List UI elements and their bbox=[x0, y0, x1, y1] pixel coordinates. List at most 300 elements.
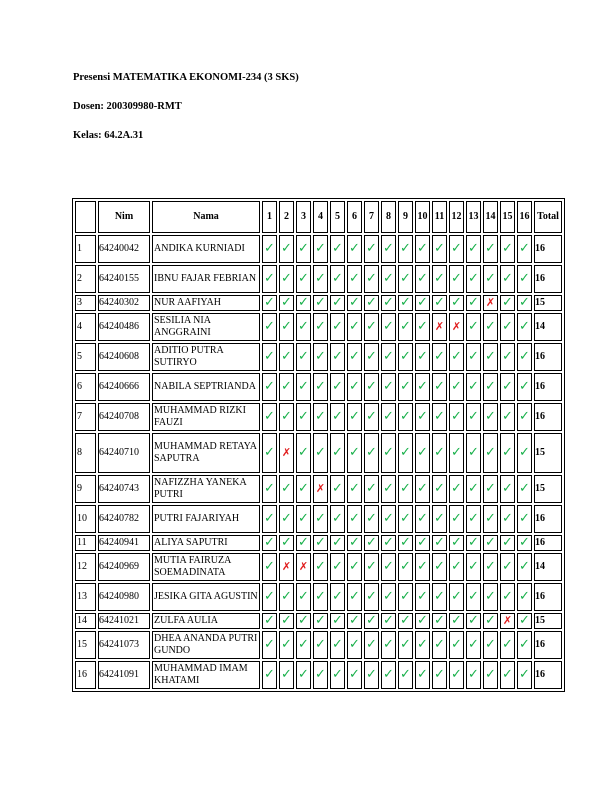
attendance-cell bbox=[313, 343, 328, 371]
cross-icon: ✗ bbox=[502, 613, 513, 627]
attendance-cell bbox=[262, 433, 277, 473]
attendance-cell bbox=[483, 613, 498, 629]
check-icon: ✓ bbox=[485, 240, 496, 256]
attendance-cell bbox=[296, 583, 311, 611]
header-meeting-9: 9 bbox=[398, 201, 413, 233]
attendance-cell bbox=[381, 403, 396, 431]
attendance-cell bbox=[500, 373, 515, 401]
check-icon: ✓ bbox=[519, 378, 530, 394]
check-icon: ✓ bbox=[451, 480, 462, 496]
attendance-cell bbox=[432, 433, 447, 473]
row-number: 2 bbox=[75, 265, 96, 293]
check-icon: ✓ bbox=[468, 295, 479, 310]
check-icon: ✓ bbox=[298, 666, 309, 682]
student-nim: 64240941 bbox=[98, 535, 150, 551]
check-icon: ✓ bbox=[349, 444, 360, 460]
student-nim: 64240302 bbox=[98, 295, 150, 311]
check-icon: ✓ bbox=[315, 588, 326, 604]
check-icon: ✓ bbox=[281, 348, 292, 364]
attendance-cell bbox=[415, 505, 430, 533]
check-icon: ✓ bbox=[349, 295, 360, 310]
attendance-cell bbox=[483, 433, 498, 473]
check-icon: ✓ bbox=[400, 666, 411, 682]
check-icon: ✓ bbox=[451, 240, 462, 256]
attendance-cell bbox=[381, 613, 396, 629]
attendance-cell bbox=[347, 553, 362, 581]
attendance-cell bbox=[313, 235, 328, 263]
check-icon: ✓ bbox=[400, 558, 411, 574]
attendance-cell bbox=[415, 235, 430, 263]
attendance-cell bbox=[449, 631, 464, 659]
table-row bbox=[75, 313, 562, 341]
header-meeting-15: 15 bbox=[500, 201, 515, 233]
check-icon: ✓ bbox=[349, 318, 360, 334]
check-icon: ✓ bbox=[451, 613, 462, 628]
check-icon: ✓ bbox=[451, 444, 462, 460]
check-icon: ✓ bbox=[315, 613, 326, 628]
attendance-cell bbox=[449, 553, 464, 581]
row-number: 7 bbox=[75, 403, 96, 431]
attendance-cell bbox=[500, 583, 515, 611]
student-name: MUHAMMAD IMAM KHATAMI bbox=[152, 661, 260, 689]
attendance-cell bbox=[449, 343, 464, 371]
check-icon: ✓ bbox=[332, 535, 343, 550]
attendance-cell bbox=[500, 265, 515, 293]
student-name: DHEA ANANDA PUTRI GUNDO bbox=[152, 631, 260, 659]
attendance-cell bbox=[449, 373, 464, 401]
attendance-cell bbox=[296, 295, 311, 311]
student-name: NAFIZZHA YANEKA PUTRI bbox=[152, 475, 260, 503]
check-icon: ✓ bbox=[366, 295, 377, 310]
attendance-cell bbox=[381, 661, 396, 689]
check-icon: ✓ bbox=[332, 613, 343, 628]
attendance-cell bbox=[279, 295, 294, 311]
check-icon: ✓ bbox=[434, 480, 445, 496]
attendance-cell bbox=[296, 265, 311, 293]
student-name: ZULFA AULIA bbox=[152, 613, 260, 629]
attendance-total: 16 bbox=[534, 265, 562, 293]
check-icon: ✓ bbox=[485, 318, 496, 334]
check-icon: ✓ bbox=[332, 636, 343, 652]
attendance-total: 16 bbox=[534, 661, 562, 689]
attendance-cell bbox=[347, 295, 362, 311]
check-icon: ✓ bbox=[264, 318, 275, 334]
check-icon: ✓ bbox=[519, 558, 530, 574]
attendance-cell bbox=[432, 613, 447, 629]
attendance-cell bbox=[398, 265, 413, 293]
check-icon: ✓ bbox=[451, 636, 462, 652]
attendance-cell bbox=[330, 613, 345, 629]
check-icon: ✓ bbox=[264, 636, 275, 652]
check-icon: ✓ bbox=[519, 348, 530, 364]
attendance-cell bbox=[483, 343, 498, 371]
header-meeting-7: 7 bbox=[364, 201, 379, 233]
attendance-cell bbox=[313, 613, 328, 629]
attendance-cell bbox=[347, 343, 362, 371]
student-name: NUR AAFIYAH bbox=[152, 295, 260, 311]
check-icon: ✓ bbox=[366, 613, 377, 628]
attendance-cell bbox=[330, 553, 345, 581]
check-icon: ✓ bbox=[434, 510, 445, 526]
attendance-cell bbox=[330, 235, 345, 263]
attendance-cell bbox=[313, 295, 328, 311]
attendance-cell bbox=[483, 295, 498, 311]
check-icon: ✓ bbox=[485, 613, 496, 628]
check-icon: ✓ bbox=[332, 318, 343, 334]
attendance-cell bbox=[330, 433, 345, 473]
attendance-cell bbox=[415, 631, 430, 659]
cross-icon: ✗ bbox=[451, 319, 462, 333]
attendance-total: 15 bbox=[534, 295, 562, 311]
check-icon: ✓ bbox=[332, 408, 343, 424]
check-icon: ✓ bbox=[315, 636, 326, 652]
check-icon: ✓ bbox=[417, 510, 428, 526]
check-icon: ✓ bbox=[519, 480, 530, 496]
check-icon: ✓ bbox=[383, 666, 394, 682]
student-name: ADITIO PUTRA SUTIRYO bbox=[152, 343, 260, 371]
attendance-cell bbox=[398, 631, 413, 659]
attendance-cell bbox=[432, 403, 447, 431]
attendance-cell bbox=[466, 535, 481, 551]
attendance-cell bbox=[517, 535, 532, 551]
check-icon: ✓ bbox=[315, 535, 326, 550]
student-name: IBNU FAJAR FEBRIAN bbox=[152, 265, 260, 293]
attendance-cell bbox=[466, 343, 481, 371]
check-icon: ✓ bbox=[434, 666, 445, 682]
attendance-cell bbox=[415, 343, 430, 371]
attendance-total: 16 bbox=[534, 631, 562, 659]
attendance-cell bbox=[262, 583, 277, 611]
attendance-cell bbox=[279, 661, 294, 689]
attendance-cell bbox=[517, 295, 532, 311]
attendance-cell bbox=[517, 553, 532, 581]
table-row bbox=[75, 373, 562, 401]
attendance-cell bbox=[296, 433, 311, 473]
check-icon: ✓ bbox=[502, 240, 513, 256]
table-row bbox=[75, 403, 562, 431]
attendance-cell bbox=[313, 505, 328, 533]
check-icon: ✓ bbox=[400, 270, 411, 286]
attendance-cell bbox=[483, 553, 498, 581]
attendance-cell bbox=[381, 265, 396, 293]
student-name: MUTIA FAIRUZA SOEMADINATA bbox=[152, 553, 260, 581]
class-line: Kelas: 64.2A.31 bbox=[73, 130, 144, 141]
attendance-cell bbox=[381, 535, 396, 551]
check-icon: ✓ bbox=[417, 295, 428, 310]
attendance-cell bbox=[449, 265, 464, 293]
check-icon: ✓ bbox=[468, 588, 479, 604]
check-icon: ✓ bbox=[468, 318, 479, 334]
attendance-cell bbox=[296, 235, 311, 263]
attendance-cell bbox=[483, 535, 498, 551]
attendance-cell bbox=[415, 661, 430, 689]
header-meeting-6: 6 bbox=[347, 201, 362, 233]
check-icon: ✓ bbox=[264, 613, 275, 628]
attendance-cell bbox=[279, 373, 294, 401]
attendance-cell bbox=[364, 433, 379, 473]
check-icon: ✓ bbox=[298, 378, 309, 394]
attendance-cell bbox=[466, 235, 481, 263]
attendance-cell bbox=[500, 313, 515, 341]
check-icon: ✓ bbox=[417, 408, 428, 424]
check-icon: ✓ bbox=[281, 666, 292, 682]
check-icon: ✓ bbox=[298, 318, 309, 334]
attendance-total: 16 bbox=[534, 505, 562, 533]
attendance-cell bbox=[398, 343, 413, 371]
table-row bbox=[75, 631, 562, 659]
check-icon: ✓ bbox=[417, 480, 428, 496]
check-icon: ✓ bbox=[298, 588, 309, 604]
student-name: JESIKA GITA AGUSTIN bbox=[152, 583, 260, 611]
attendance-cell bbox=[500, 535, 515, 551]
check-icon: ✓ bbox=[315, 270, 326, 286]
attendance-cell bbox=[313, 475, 328, 503]
attendance-cell bbox=[398, 583, 413, 611]
attendance-cell bbox=[500, 343, 515, 371]
attendance-cell bbox=[296, 343, 311, 371]
row-number: 13 bbox=[75, 583, 96, 611]
attendance-cell bbox=[398, 505, 413, 533]
check-icon: ✓ bbox=[468, 636, 479, 652]
header-meeting-5: 5 bbox=[330, 201, 345, 233]
attendance-cell bbox=[449, 583, 464, 611]
student-nim: 64241091 bbox=[98, 661, 150, 689]
attendance-cell bbox=[432, 373, 447, 401]
header-meeting-16: 16 bbox=[517, 201, 532, 233]
check-icon: ✓ bbox=[264, 378, 275, 394]
student-name: NABILA SEPTRIANDA bbox=[152, 373, 260, 401]
check-icon: ✓ bbox=[366, 666, 377, 682]
attendance-cell bbox=[364, 631, 379, 659]
attendance-cell bbox=[347, 583, 362, 611]
attendance-table-header bbox=[75, 201, 562, 233]
check-icon: ✓ bbox=[519, 636, 530, 652]
check-icon: ✓ bbox=[264, 666, 275, 682]
attendance-cell bbox=[398, 313, 413, 341]
attendance-cell bbox=[313, 661, 328, 689]
check-icon: ✓ bbox=[366, 318, 377, 334]
check-icon: ✓ bbox=[298, 295, 309, 310]
check-icon: ✓ bbox=[366, 558, 377, 574]
attendance-cell bbox=[415, 475, 430, 503]
attendance-cell bbox=[466, 403, 481, 431]
header-nim: Nim bbox=[98, 201, 150, 233]
check-icon: ✓ bbox=[502, 535, 513, 550]
check-icon: ✓ bbox=[400, 378, 411, 394]
check-icon: ✓ bbox=[417, 666, 428, 682]
attendance-cell bbox=[449, 613, 464, 629]
check-icon: ✓ bbox=[332, 240, 343, 256]
attendance-cell bbox=[330, 343, 345, 371]
check-icon: ✓ bbox=[451, 558, 462, 574]
attendance-cell bbox=[364, 613, 379, 629]
check-icon: ✓ bbox=[281, 588, 292, 604]
attendance-cell bbox=[432, 265, 447, 293]
check-icon: ✓ bbox=[332, 444, 343, 460]
check-icon: ✓ bbox=[519, 535, 530, 550]
attendance-cell bbox=[313, 403, 328, 431]
student-nim: 64240042 bbox=[98, 235, 150, 263]
check-icon: ✓ bbox=[519, 510, 530, 526]
check-icon: ✓ bbox=[366, 535, 377, 550]
check-icon: ✓ bbox=[519, 270, 530, 286]
attendance-cell bbox=[415, 265, 430, 293]
student-nim: 64240782 bbox=[98, 505, 150, 533]
attendance-total: 15 bbox=[534, 433, 562, 473]
attendance-cell bbox=[449, 295, 464, 311]
check-icon: ✓ bbox=[485, 408, 496, 424]
attendance-cell bbox=[432, 661, 447, 689]
check-icon: ✓ bbox=[349, 480, 360, 496]
check-icon: ✓ bbox=[366, 636, 377, 652]
attendance-cell bbox=[296, 553, 311, 581]
attendance-cell bbox=[517, 661, 532, 689]
attendance-cell bbox=[364, 265, 379, 293]
check-icon: ✓ bbox=[298, 510, 309, 526]
row-number: 5 bbox=[75, 343, 96, 371]
check-icon: ✓ bbox=[264, 444, 275, 460]
attendance-cell bbox=[262, 403, 277, 431]
attendance-cell bbox=[517, 433, 532, 473]
check-icon: ✓ bbox=[332, 558, 343, 574]
attendance-cell bbox=[279, 505, 294, 533]
check-icon: ✓ bbox=[451, 510, 462, 526]
check-icon: ✓ bbox=[400, 535, 411, 550]
check-icon: ✓ bbox=[298, 270, 309, 286]
attendance-cell bbox=[398, 235, 413, 263]
row-number: 8 bbox=[75, 433, 96, 473]
attendance-table bbox=[72, 198, 565, 692]
attendance-cell bbox=[381, 631, 396, 659]
check-icon: ✓ bbox=[400, 240, 411, 256]
attendance-cell bbox=[483, 265, 498, 293]
header-meeting-12: 12 bbox=[449, 201, 464, 233]
attendance-cell bbox=[449, 661, 464, 689]
row-number: 15 bbox=[75, 631, 96, 659]
check-icon: ✓ bbox=[417, 378, 428, 394]
check-icon: ✓ bbox=[502, 636, 513, 652]
attendance-total: 16 bbox=[534, 403, 562, 431]
header-meeting-10: 10 bbox=[415, 201, 430, 233]
attendance-cell bbox=[364, 475, 379, 503]
check-icon: ✓ bbox=[315, 378, 326, 394]
check-icon: ✓ bbox=[485, 480, 496, 496]
attendance-cell bbox=[279, 631, 294, 659]
attendance-cell bbox=[364, 553, 379, 581]
student-name: ALIYA SAPUTRI bbox=[152, 535, 260, 551]
table-row bbox=[75, 535, 562, 551]
check-icon: ✓ bbox=[451, 408, 462, 424]
attendance-cell bbox=[398, 553, 413, 581]
attendance-total: 16 bbox=[534, 535, 562, 551]
check-icon: ✓ bbox=[366, 348, 377, 364]
attendance-cell bbox=[381, 373, 396, 401]
attendance-cell bbox=[279, 613, 294, 629]
attendance-cell bbox=[517, 475, 532, 503]
row-number: 10 bbox=[75, 505, 96, 533]
check-icon: ✓ bbox=[383, 558, 394, 574]
cross-icon: ✗ bbox=[298, 559, 309, 573]
attendance-cell bbox=[415, 433, 430, 473]
header-meeting-14: 14 bbox=[483, 201, 498, 233]
student-name: PUTRI FAJARIYAH bbox=[152, 505, 260, 533]
attendance-cell bbox=[279, 553, 294, 581]
check-icon: ✓ bbox=[281, 613, 292, 628]
attendance-cell bbox=[347, 475, 362, 503]
attendance-cell bbox=[466, 613, 481, 629]
header-row bbox=[75, 201, 562, 233]
check-icon: ✓ bbox=[349, 510, 360, 526]
check-icon: ✓ bbox=[366, 510, 377, 526]
attendance-cell bbox=[500, 475, 515, 503]
attendance-cell bbox=[500, 613, 515, 629]
table-row bbox=[75, 433, 562, 473]
check-icon: ✓ bbox=[434, 636, 445, 652]
check-icon: ✓ bbox=[383, 348, 394, 364]
check-icon: ✓ bbox=[434, 348, 445, 364]
check-icon: ✓ bbox=[349, 348, 360, 364]
check-icon: ✓ bbox=[298, 480, 309, 496]
attendance-cell bbox=[279, 343, 294, 371]
attendance-cell bbox=[449, 535, 464, 551]
check-icon: ✓ bbox=[502, 378, 513, 394]
check-icon: ✓ bbox=[400, 408, 411, 424]
check-icon: ✓ bbox=[519, 613, 530, 628]
check-icon: ✓ bbox=[468, 348, 479, 364]
check-icon: ✓ bbox=[519, 295, 530, 310]
row-number: 4 bbox=[75, 313, 96, 341]
attendance-cell bbox=[296, 535, 311, 551]
attendance-cell bbox=[296, 403, 311, 431]
check-icon: ✓ bbox=[366, 408, 377, 424]
cross-icon: ✗ bbox=[485, 295, 496, 309]
check-icon: ✓ bbox=[349, 408, 360, 424]
check-icon: ✓ bbox=[434, 444, 445, 460]
row-number: 6 bbox=[75, 373, 96, 401]
attendance-cell bbox=[296, 475, 311, 503]
attendance-cell bbox=[500, 433, 515, 473]
check-icon: ✓ bbox=[315, 240, 326, 256]
attendance-cell bbox=[364, 583, 379, 611]
check-icon: ✓ bbox=[298, 636, 309, 652]
check-icon: ✓ bbox=[451, 535, 462, 550]
attendance-cell bbox=[381, 313, 396, 341]
check-icon: ✓ bbox=[502, 588, 513, 604]
check-icon: ✓ bbox=[519, 408, 530, 424]
attendance-cell bbox=[330, 373, 345, 401]
check-icon: ✓ bbox=[468, 270, 479, 286]
check-icon: ✓ bbox=[383, 613, 394, 628]
attendance-cell bbox=[330, 265, 345, 293]
check-icon: ✓ bbox=[298, 535, 309, 550]
check-icon: ✓ bbox=[400, 510, 411, 526]
header-meeting-2: 2 bbox=[279, 201, 294, 233]
attendance-cell bbox=[517, 583, 532, 611]
attendance-cell bbox=[432, 583, 447, 611]
attendance-cell bbox=[432, 475, 447, 503]
check-icon: ✓ bbox=[417, 318, 428, 334]
attendance-cell bbox=[483, 631, 498, 659]
attendance-cell bbox=[279, 475, 294, 503]
attendance-cell bbox=[415, 535, 430, 551]
check-icon: ✓ bbox=[349, 240, 360, 256]
check-icon: ✓ bbox=[468, 480, 479, 496]
check-icon: ✓ bbox=[468, 613, 479, 628]
table-row bbox=[75, 661, 562, 689]
attendance-cell bbox=[381, 553, 396, 581]
student-nim: 64240969 bbox=[98, 553, 150, 581]
check-icon: ✓ bbox=[281, 636, 292, 652]
